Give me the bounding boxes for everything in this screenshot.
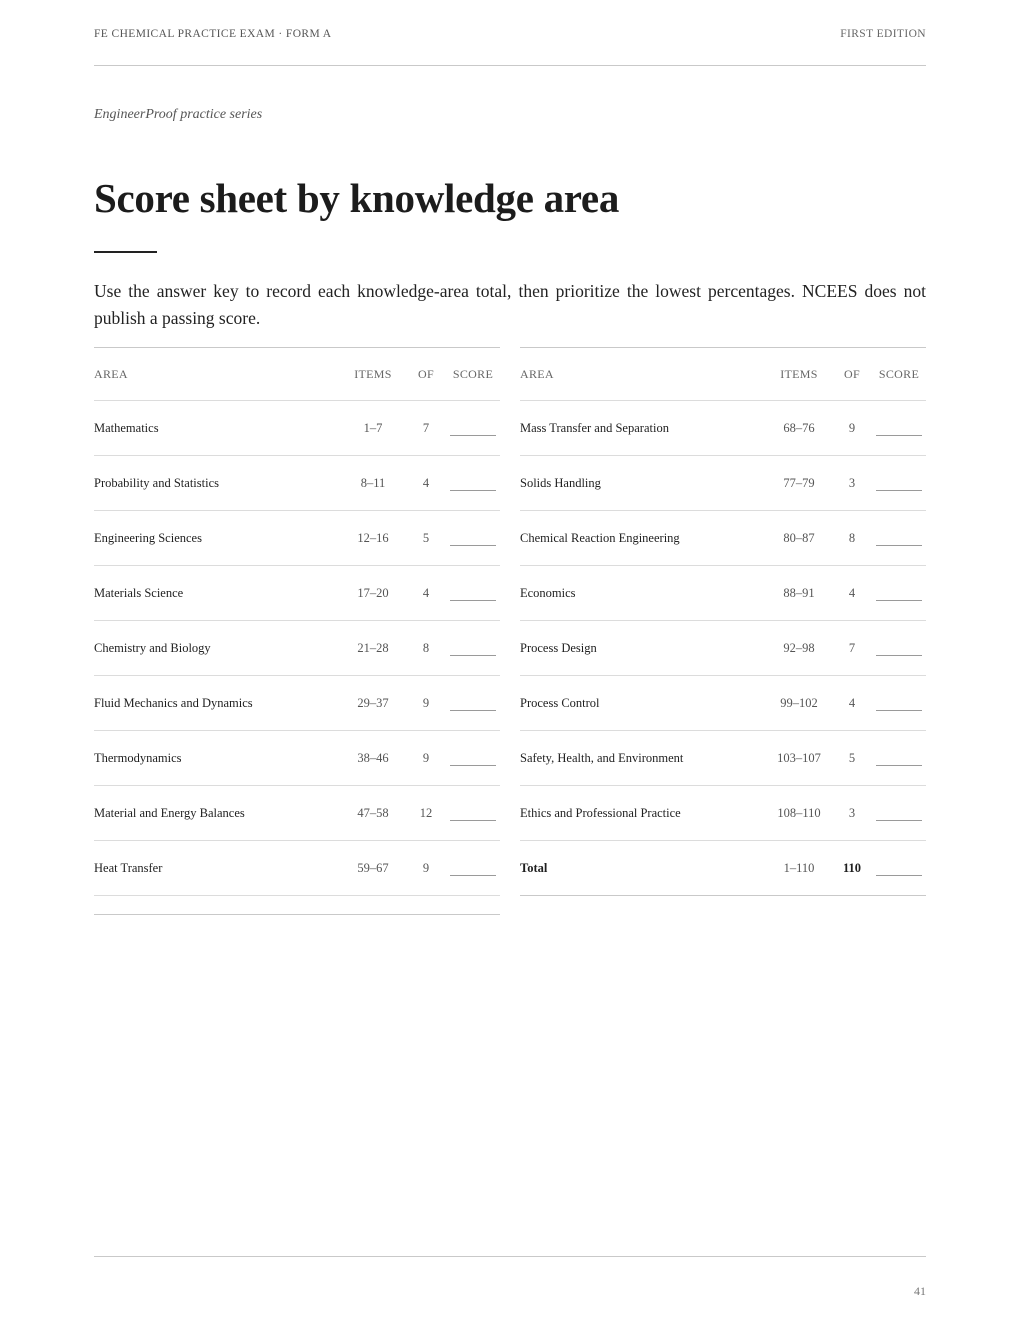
items-count: 3 — [848, 475, 856, 490]
area-name: Mass Transfer and Separation — [520, 420, 669, 435]
area-name: Process Design — [520, 640, 597, 655]
table-row — [94, 841, 500, 896]
table-row — [94, 401, 500, 456]
items-count: 5 — [422, 530, 430, 545]
area-name: Materials Science — [94, 585, 184, 600]
exam-title-header: FE CHEMICAL PRACTICE EXAM · FORM A — [94, 28, 332, 40]
total-items: 1–110 — [783, 860, 815, 875]
score-table-left — [94, 347, 500, 915]
items-count: 12 — [419, 805, 433, 820]
score-blank-line — [450, 600, 496, 601]
column-header-area: AREA — [94, 366, 128, 381]
column-header-area: AREA — [520, 366, 554, 381]
table-header — [94, 348, 500, 401]
items-count: 4 — [422, 475, 430, 490]
table-row — [520, 566, 926, 621]
items-range: 17–20 — [357, 585, 389, 600]
score-blank[interactable] — [446, 566, 500, 620]
column-header-items: ITEMS — [780, 366, 818, 381]
items-count: 4 — [848, 695, 856, 710]
table-row — [94, 786, 500, 841]
area-name: Engineering Sciences — [94, 530, 202, 545]
table-row — [520, 786, 926, 841]
items-count: 4 — [848, 585, 856, 600]
area-name: Chemical Reaction Engineering — [520, 530, 680, 545]
score-blank[interactable] — [446, 676, 500, 730]
items-range: 21–28 — [357, 640, 389, 655]
items-range: 103–107 — [777, 750, 821, 765]
score-blank-line — [876, 710, 922, 711]
table-header — [520, 348, 926, 401]
items-count: 8 — [848, 530, 856, 545]
items-range: 38–46 — [357, 750, 389, 765]
score-blank-line — [450, 765, 496, 766]
items-count: 9 — [422, 750, 430, 765]
score-blank[interactable] — [872, 511, 926, 565]
series-label: EngineerProof practice series — [94, 107, 263, 122]
score-blank-line — [876, 820, 922, 821]
items-range: 1–7 — [363, 420, 383, 435]
score-blank-line — [876, 435, 922, 436]
page — [94, 0, 926, 1320]
table-row — [520, 456, 926, 511]
table-row — [94, 731, 500, 786]
table-row — [520, 621, 926, 676]
score-blank-line — [450, 820, 496, 821]
table-row — [520, 401, 926, 456]
score-blank[interactable] — [872, 676, 926, 730]
score-blank[interactable] — [446, 511, 500, 565]
score-blank[interactable] — [872, 621, 926, 675]
score-blank[interactable] — [446, 456, 500, 510]
area-name: Mathematics — [94, 420, 159, 435]
items-range: 92–98 — [783, 640, 815, 655]
table-row — [520, 731, 926, 786]
table-row — [94, 566, 500, 621]
items-count: 5 — [848, 750, 856, 765]
area-name: Thermodynamics — [94, 750, 182, 765]
table-row — [94, 456, 500, 511]
items-count: 9 — [422, 695, 430, 710]
score-blank-line — [450, 710, 496, 711]
items-range: 80–87 — [783, 530, 815, 545]
title-underline — [94, 251, 157, 253]
score-blank-line — [876, 765, 922, 766]
score-blank[interactable] — [446, 841, 500, 895]
score-blank-line — [876, 655, 922, 656]
score-blank[interactable] — [872, 566, 926, 620]
area-name: Material and Energy Balances — [94, 805, 245, 820]
score-blank[interactable] — [872, 401, 926, 455]
score-blank-line — [450, 655, 496, 656]
items-range: 77–79 — [783, 475, 815, 490]
items-range: 47–58 — [357, 805, 389, 820]
total-label: Total — [520, 860, 548, 875]
score-blank-line — [450, 435, 496, 436]
area-name: Heat Transfer — [94, 860, 163, 875]
column-header-items: ITEMS — [354, 366, 392, 381]
column-header-of: OF — [844, 366, 860, 381]
score-table-right — [520, 347, 926, 896]
table-body — [520, 401, 926, 841]
score-blank-line — [450, 875, 496, 876]
page-title: Score sheet by knowledge area — [94, 175, 620, 221]
header-divider — [94, 65, 926, 66]
table-bottom-rule — [94, 914, 500, 915]
page-number: 41 — [914, 1284, 926, 1298]
column-header-score: SCORE — [878, 366, 920, 381]
items-count: 3 — [848, 805, 856, 820]
running-header — [94, 28, 926, 42]
items-count: 7 — [422, 420, 430, 435]
area-name: Ethics and Professional Practice — [520, 805, 681, 820]
area-name: Chemistry and Biology — [94, 640, 211, 655]
score-blank[interactable] — [446, 731, 500, 785]
items-count: 8 — [422, 640, 430, 655]
footer-divider — [94, 1256, 926, 1257]
area-name: Safety, Health, and Environment — [520, 750, 684, 765]
score-blank-line — [876, 490, 922, 491]
items-range: 68–76 — [783, 420, 815, 435]
items-range: 88–91 — [783, 585, 815, 600]
area-name: Economics — [520, 585, 576, 600]
total-score-blank[interactable] — [872, 841, 926, 895]
items-range: 99–102 — [780, 695, 818, 710]
items-count: 4 — [422, 585, 430, 600]
items-range: 8–11 — [360, 475, 386, 490]
edition-label: FIRST EDITION — [840, 28, 926, 40]
total-of: 110 — [842, 860, 862, 875]
table-row — [94, 621, 500, 676]
items-range: 108–110 — [777, 805, 821, 820]
items-range: 59–67 — [357, 860, 389, 875]
score-blank[interactable] — [446, 621, 500, 675]
intro-paragraph: Use the answer key to record each knowledge-area total, then prioritize the lowest percentages. NCEES does not publish a passing score. — [94, 281, 926, 328]
score-blank[interactable] — [446, 401, 500, 455]
score-blank-line — [876, 545, 922, 546]
area-name: Solids Handling — [520, 475, 601, 490]
score-blank-line — [450, 490, 496, 491]
score-blank-line — [450, 545, 496, 546]
items-range: 29–37 — [357, 695, 389, 710]
total-row — [520, 841, 926, 896]
column-header-score: SCORE — [452, 366, 494, 381]
score-blank[interactable] — [446, 786, 500, 840]
items-count: 7 — [848, 640, 856, 655]
column-header-of: OF — [418, 366, 434, 381]
items-count: 9 — [848, 420, 856, 435]
items-count: 9 — [422, 860, 430, 875]
table-row — [94, 511, 500, 566]
score-blank-line — [876, 600, 922, 601]
table-row — [520, 511, 926, 566]
table-body — [94, 401, 500, 896]
score-blank[interactable] — [872, 786, 926, 840]
area-name: Probability and Statistics — [94, 475, 219, 490]
score-blank[interactable] — [872, 731, 926, 785]
items-range: 12–16 — [357, 530, 389, 545]
table-row — [94, 676, 500, 731]
table-row — [520, 676, 926, 731]
score-blank-line — [876, 875, 922, 876]
area-name: Process Control — [520, 695, 600, 710]
score-blank[interactable] — [872, 456, 926, 510]
area-name: Fluid Mechanics and Dynamics — [94, 695, 253, 710]
